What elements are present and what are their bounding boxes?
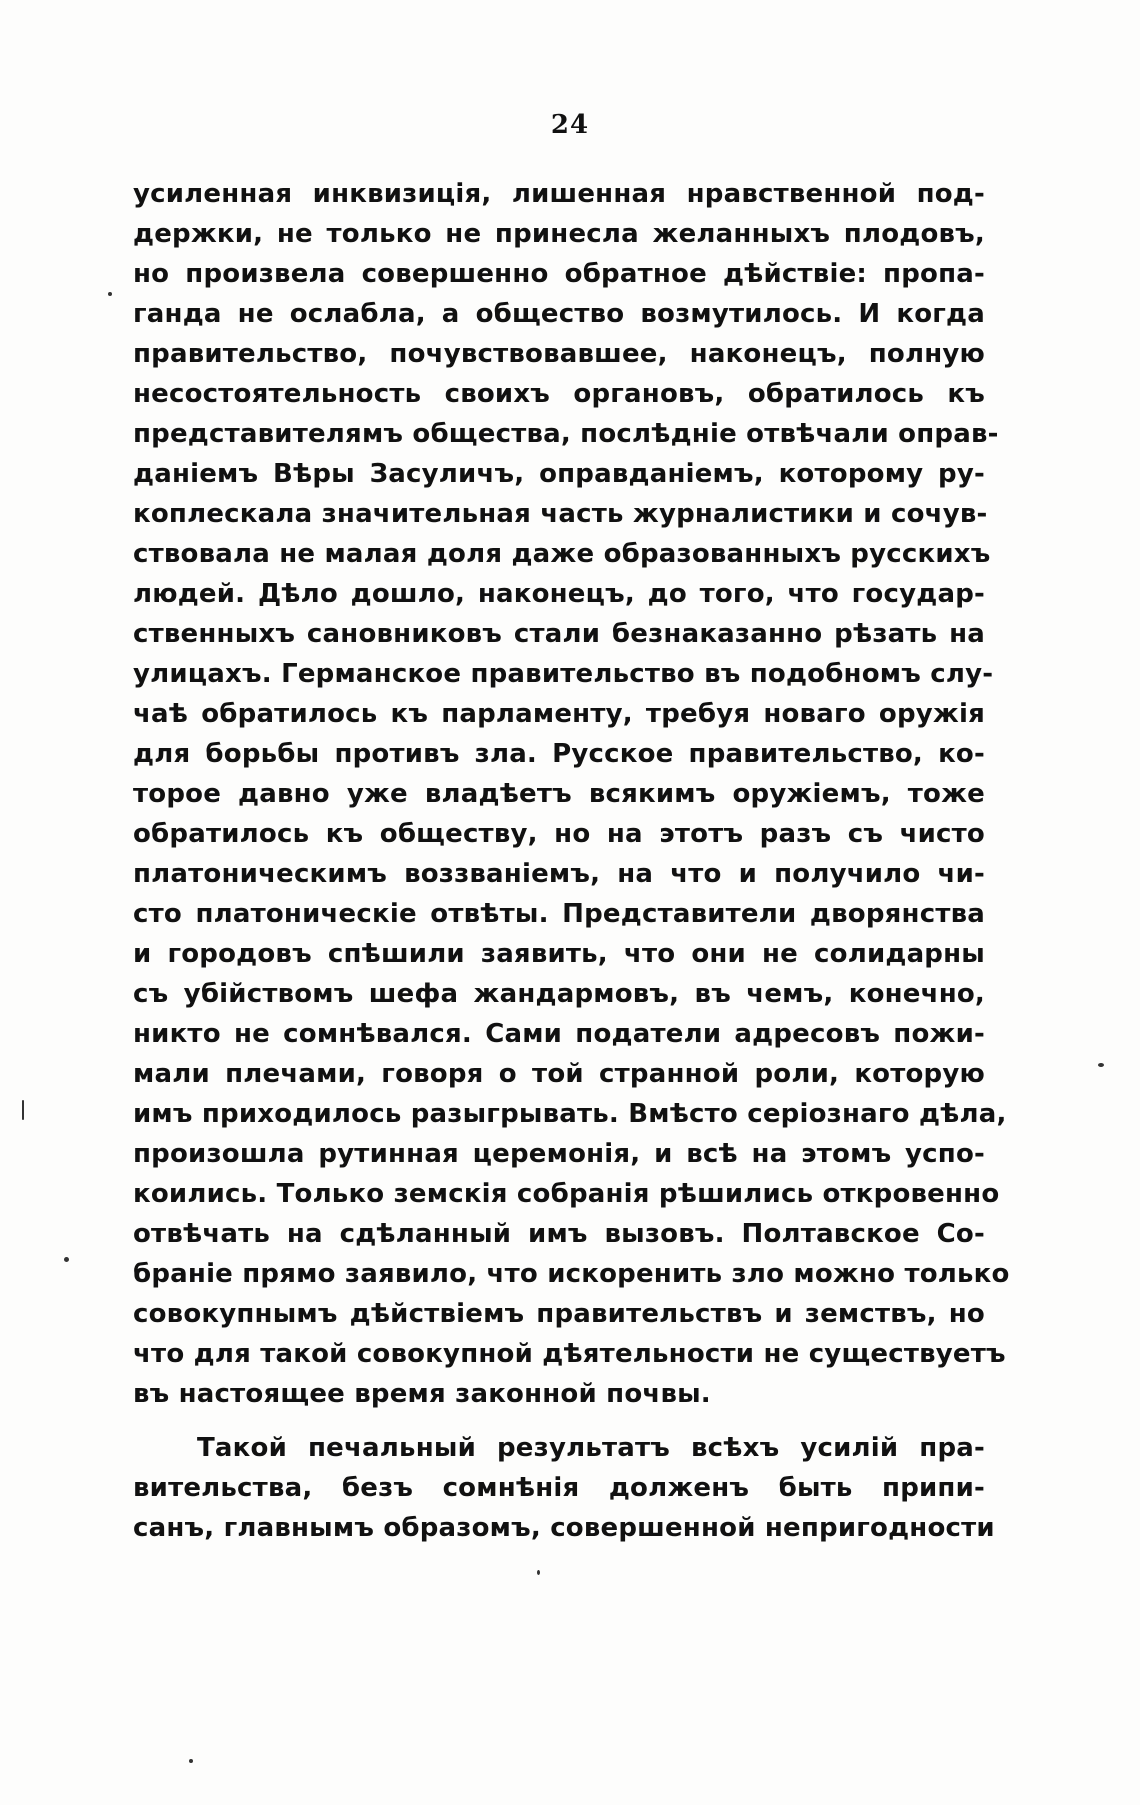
text-line: для борьбы противъ зла. Русское правительство, ко-: [133, 739, 985, 769]
paragraph-1: [133, 174, 1010, 1414]
text-line: ственныхъ сановниковъ стали безнаказанно рѣзать на: [133, 619, 985, 649]
text-line: но произвела совершенно обратное дѣйствіе: пропа-: [133, 259, 985, 289]
text-line: платоническимъ воззваніемъ, на что и получило чи-: [133, 859, 985, 889]
text-line: обратилось къ обществу, но на этотъ разъ съ чисто: [133, 819, 985, 849]
text-line: держки, не только не принесла желанныхъ плодовъ,: [133, 219, 985, 249]
text-line: отвѣчать на сдѣланный имъ вызовъ. Полтавское Со-: [133, 1219, 985, 1249]
text-line: вительства, безъ сомнѣнія долженъ быть припи-: [133, 1473, 985, 1503]
text-line: чаѣ обратилось къ парламенту, требуя новаго оружія: [133, 699, 985, 729]
text-line: произошла рутинная церемонія, и всѣ на этомъ успо-: [133, 1139, 985, 1169]
text-line: людей. Дѣло дошло, наконецъ, до того, что государ-: [133, 579, 985, 609]
scan-speck: [64, 1257, 69, 1262]
text-line: несостоятельность своихъ органовъ, обратилось къ: [133, 379, 985, 409]
scan-speck: [189, 1759, 193, 1763]
text-line: мали плечами, говоря о той странной роли, которую: [133, 1059, 985, 1089]
text-line: санъ, главнымъ образомъ, совершенной непригодности: [133, 1513, 995, 1543]
text-line: ствовала не малая доля даже образованныхъ русскихъ: [133, 539, 991, 569]
scan-speck: [22, 1100, 24, 1120]
text-line: имъ приходилось разыгрывать. Вмѣсто серіознаго дѣла,: [133, 1099, 1007, 1129]
body-text: [133, 174, 1010, 1548]
text-line: представителямъ общества, послѣдніе отвѣчали оправ-: [133, 419, 999, 449]
text-line: даніемъ Вѣры Засуличъ, оправданіемъ, которому ру-: [133, 459, 985, 489]
scan-speck: [537, 1570, 540, 1575]
text-line: что для такой совокупной дѣятельности не существуетъ: [133, 1339, 1006, 1369]
text-line: съ убійствомъ шефа жандармовъ, въ чемъ, конечно,: [133, 979, 985, 1009]
text-line: ганда не ослабла, а общество возмутилось. И когда: [133, 299, 985, 329]
text-line: и городовъ спѣшили заявить, что они не солидарны: [133, 939, 985, 969]
text-line: правительство, почувствовавшее, наконецъ, полную: [133, 339, 985, 369]
text-line: торое давно уже владѣетъ всякимъ оружіемъ, тоже: [133, 779, 985, 809]
text-line: коплескала значительная часть журналистики и сочув-: [133, 499, 988, 529]
text-line: усиленная инквизиція, лишенная нравственной под-: [133, 179, 985, 209]
text-line: браніе прямо заявило, что искоренить зло можно только: [133, 1259, 1010, 1289]
text-line: никто не сомнѣвался. Сами податели адресовъ пожи-: [133, 1019, 985, 1049]
paragraph-gap: [133, 1414, 985, 1428]
scan-speck: [108, 292, 112, 296]
text-line: совокупнымъ дѣйствіемъ правительствъ и земствъ, но: [133, 1299, 985, 1329]
text-line: улицахъ. Германское правительство въ подобномъ слу-: [133, 659, 994, 689]
scan-speck: [1098, 1063, 1104, 1067]
text-line: коились. Только земскія собранія рѣшились откровенно: [133, 1179, 1000, 1209]
text-line: въ настоящее время законной почвы.: [133, 1379, 711, 1409]
text-line: Такой печальный результатъ всѣхъ усилій пра-: [197, 1433, 985, 1463]
text-line: сто платоническіе отвѣты. Представители дворянства: [133, 899, 985, 929]
page-number: 24: [550, 110, 590, 140]
paragraph-2: [133, 1428, 995, 1548]
